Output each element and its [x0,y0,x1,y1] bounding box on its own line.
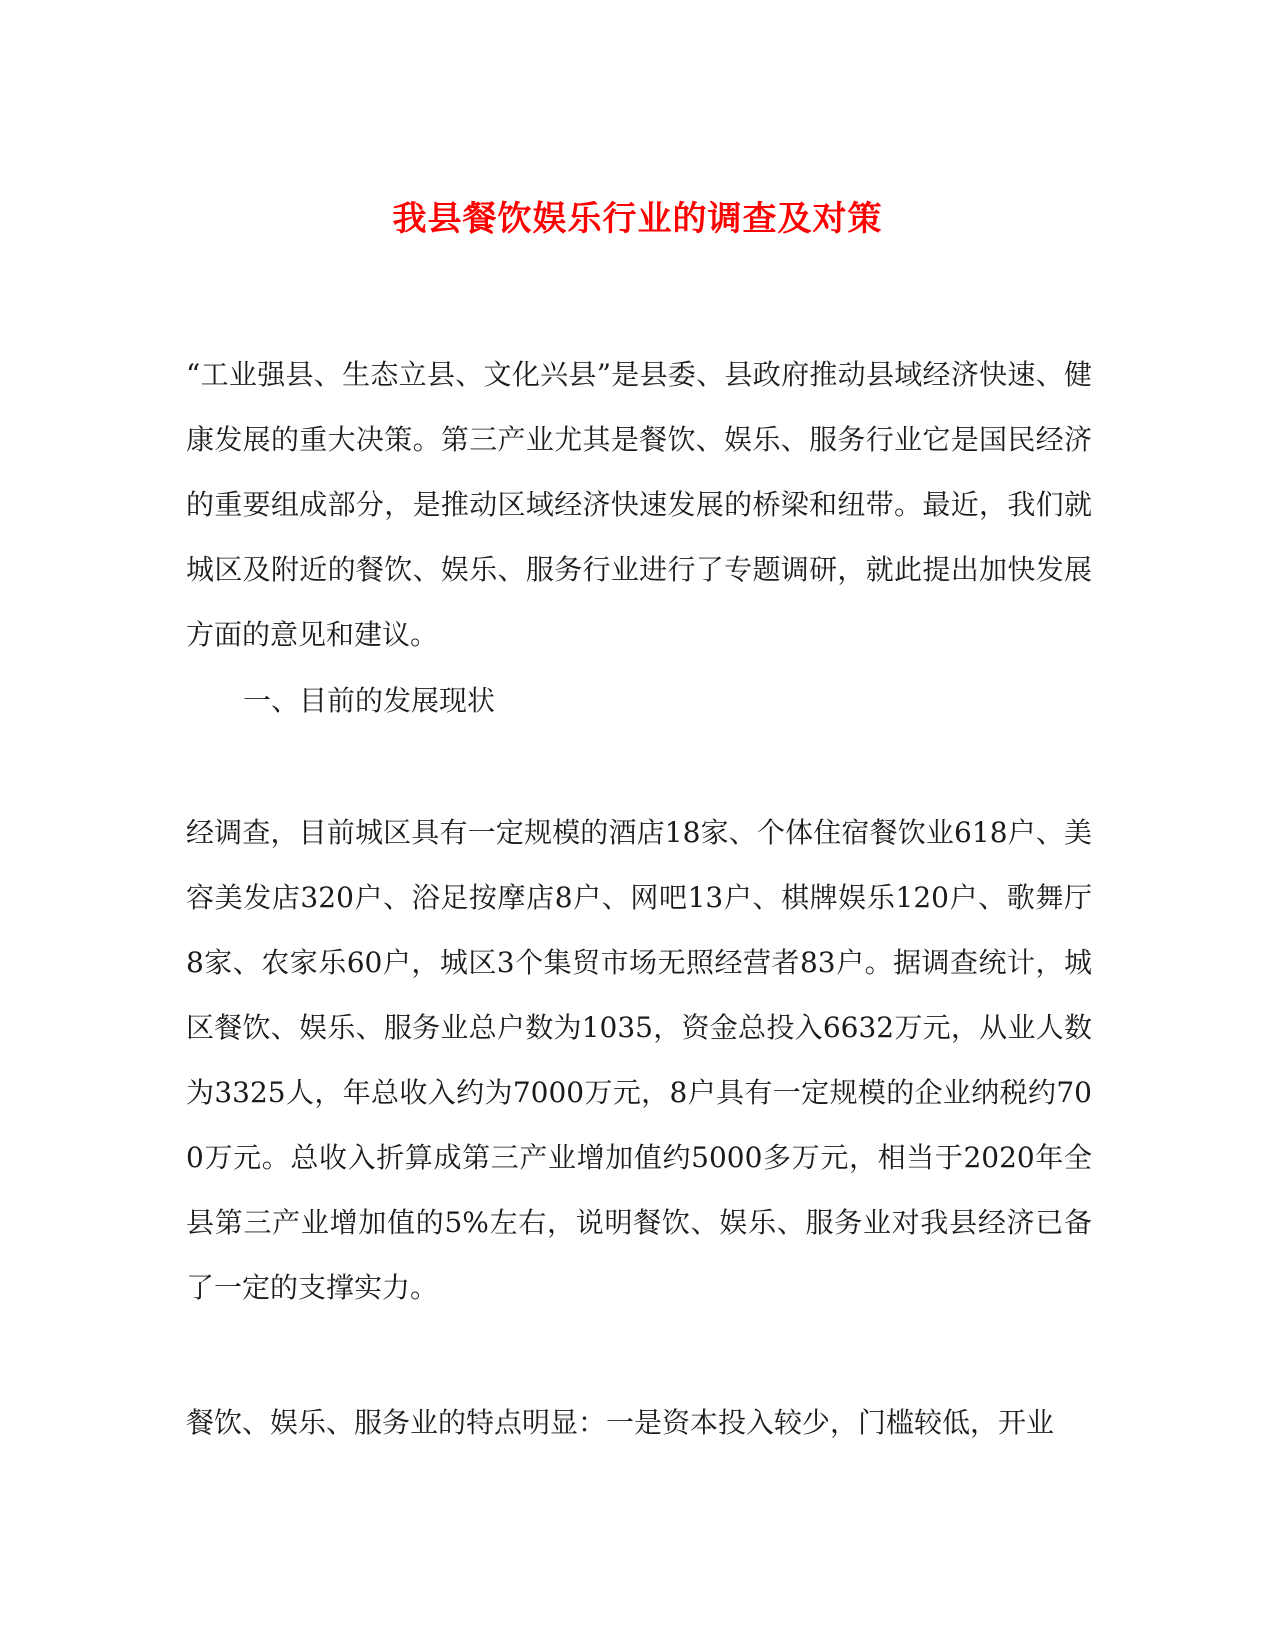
survey-paragraph: 经调查，目前城区具有一定规模的酒店18家、个体住宿餐饮业618户、美容美发店320户、浴足按摩店8户、网吧13户、棋牌娱乐120户、歌舞厅8家、农家乐60户，城区3个集贸市场无照经营者83户。据调查统计，城区餐饮、娱乐、服务业总户数为1035，资金总投入6632万元，从业人数为3325人，年总收入约为7000万元，8户具有一定规模的企业纳税约700万元。总收入折算成第三产业增加值约5000多万元，相当于2020年全县第三产业增加值的5%左右，说明餐饮、娱乐、服务业对我县经济已备了一定的支撑实力。 [186,816,1092,1304]
intro-paragraph: “工业强县、生态立县、文化兴县”是县委、县政府推动县域经济快速、健康发展的重大决策。第三产业尤其是餐饮、娱乐、服务行业它是国民经济的重要组成部分，是推动区域经济快速发展的桥梁和纽带。最近，我们就城区及附近的餐饮、娱乐、服务行业进行了专题调研，就此提出加快发展方面的意见和建议。 [186,358,1092,651]
section-heading: 一、目前的发展现状 [243,684,496,717]
document-title: 我县餐饮娱乐行业的调查及对策 [392,198,883,239]
features-paragraph: 餐饮、娱乐、服务业的特点明显：一是资本投入较少，门槛较低，开业 [186,1406,1055,1439]
